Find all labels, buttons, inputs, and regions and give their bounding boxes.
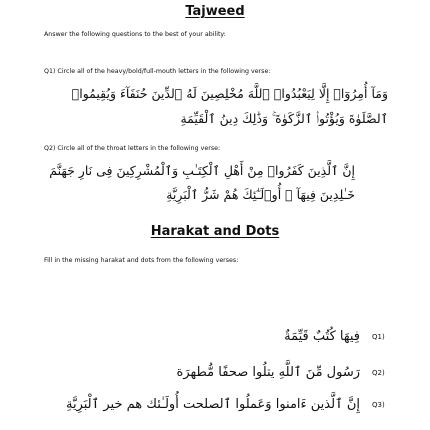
harakat-title: Harakat and Dots [150, 224, 280, 239]
q1-verse-line-1: وَمَآ أُمِرُوٓا۟ إِلَّا لِيَعْبُدُوا۟ ٱللَّهَ مُخْلِصِينَ لَهُ ٱلدِّينَ حُنَفَآءَ وَيُقِيمُوا۟ [71, 86, 388, 101]
harakat-q3-label: Q3) [372, 401, 385, 409]
harakat-q2-label: Q2) [372, 369, 385, 377]
tajweed-instruction: Answer the following questions to the best of your ability: [44, 31, 226, 38]
harakat-q1-label: Q1) [372, 333, 385, 341]
q2-prompt: Q2) Circle all of the throat letters in the following verse: [44, 145, 221, 152]
harakat-instruction: Fill in the missing harakat and dots from the following verses: [44, 257, 239, 264]
q1-verse-line-2: ٱلصَّلَوٰةَ وَيُؤْتُوا۟ ٱلزَّكَوٰةَ ۚ وَذَٰلِكَ دِينُ ٱلْقَيِّمَةِ [180, 111, 388, 126]
tajweed-title: Tajweed [185, 4, 245, 19]
harakat-q1-verse: فِيهَا كُتُبٌ قَيِّمَةٌ [284, 329, 360, 344]
harakat-q2-verse: رَسُول مِّنَ ٱللَّهِ يتلُوا صحفًا مُّطهرَة [176, 365, 360, 380]
q2-verse-line-2: خَـٰلِدِينَ فِيهَآ ۚ أُو۟لَـٰٓئِكَ هُمْ شَرُّ ٱلْبَرِيَّةِ [166, 187, 355, 202]
q1-prompt: Q1) Circle all of the heavy/bold/full-mouth letters in the following verse: [44, 68, 271, 75]
harakat-q3-verse: إِنَّ ٱلَّذين ءَامنوا وَعَملُوا ٱلصلحت أُولَـٰئك هم خير ٱلْبَرِيَّةِ [65, 397, 360, 412]
q2-verse-line-1: إِنَّ ٱلَّذِينَ كَفَرُوا۟ مِنْ أَهْلِ ٱلْكِتَـٰبِ وَٱلْمُشْرِكِينَ فِى نَارِ جَهَنَّمَ [49, 163, 355, 178]
